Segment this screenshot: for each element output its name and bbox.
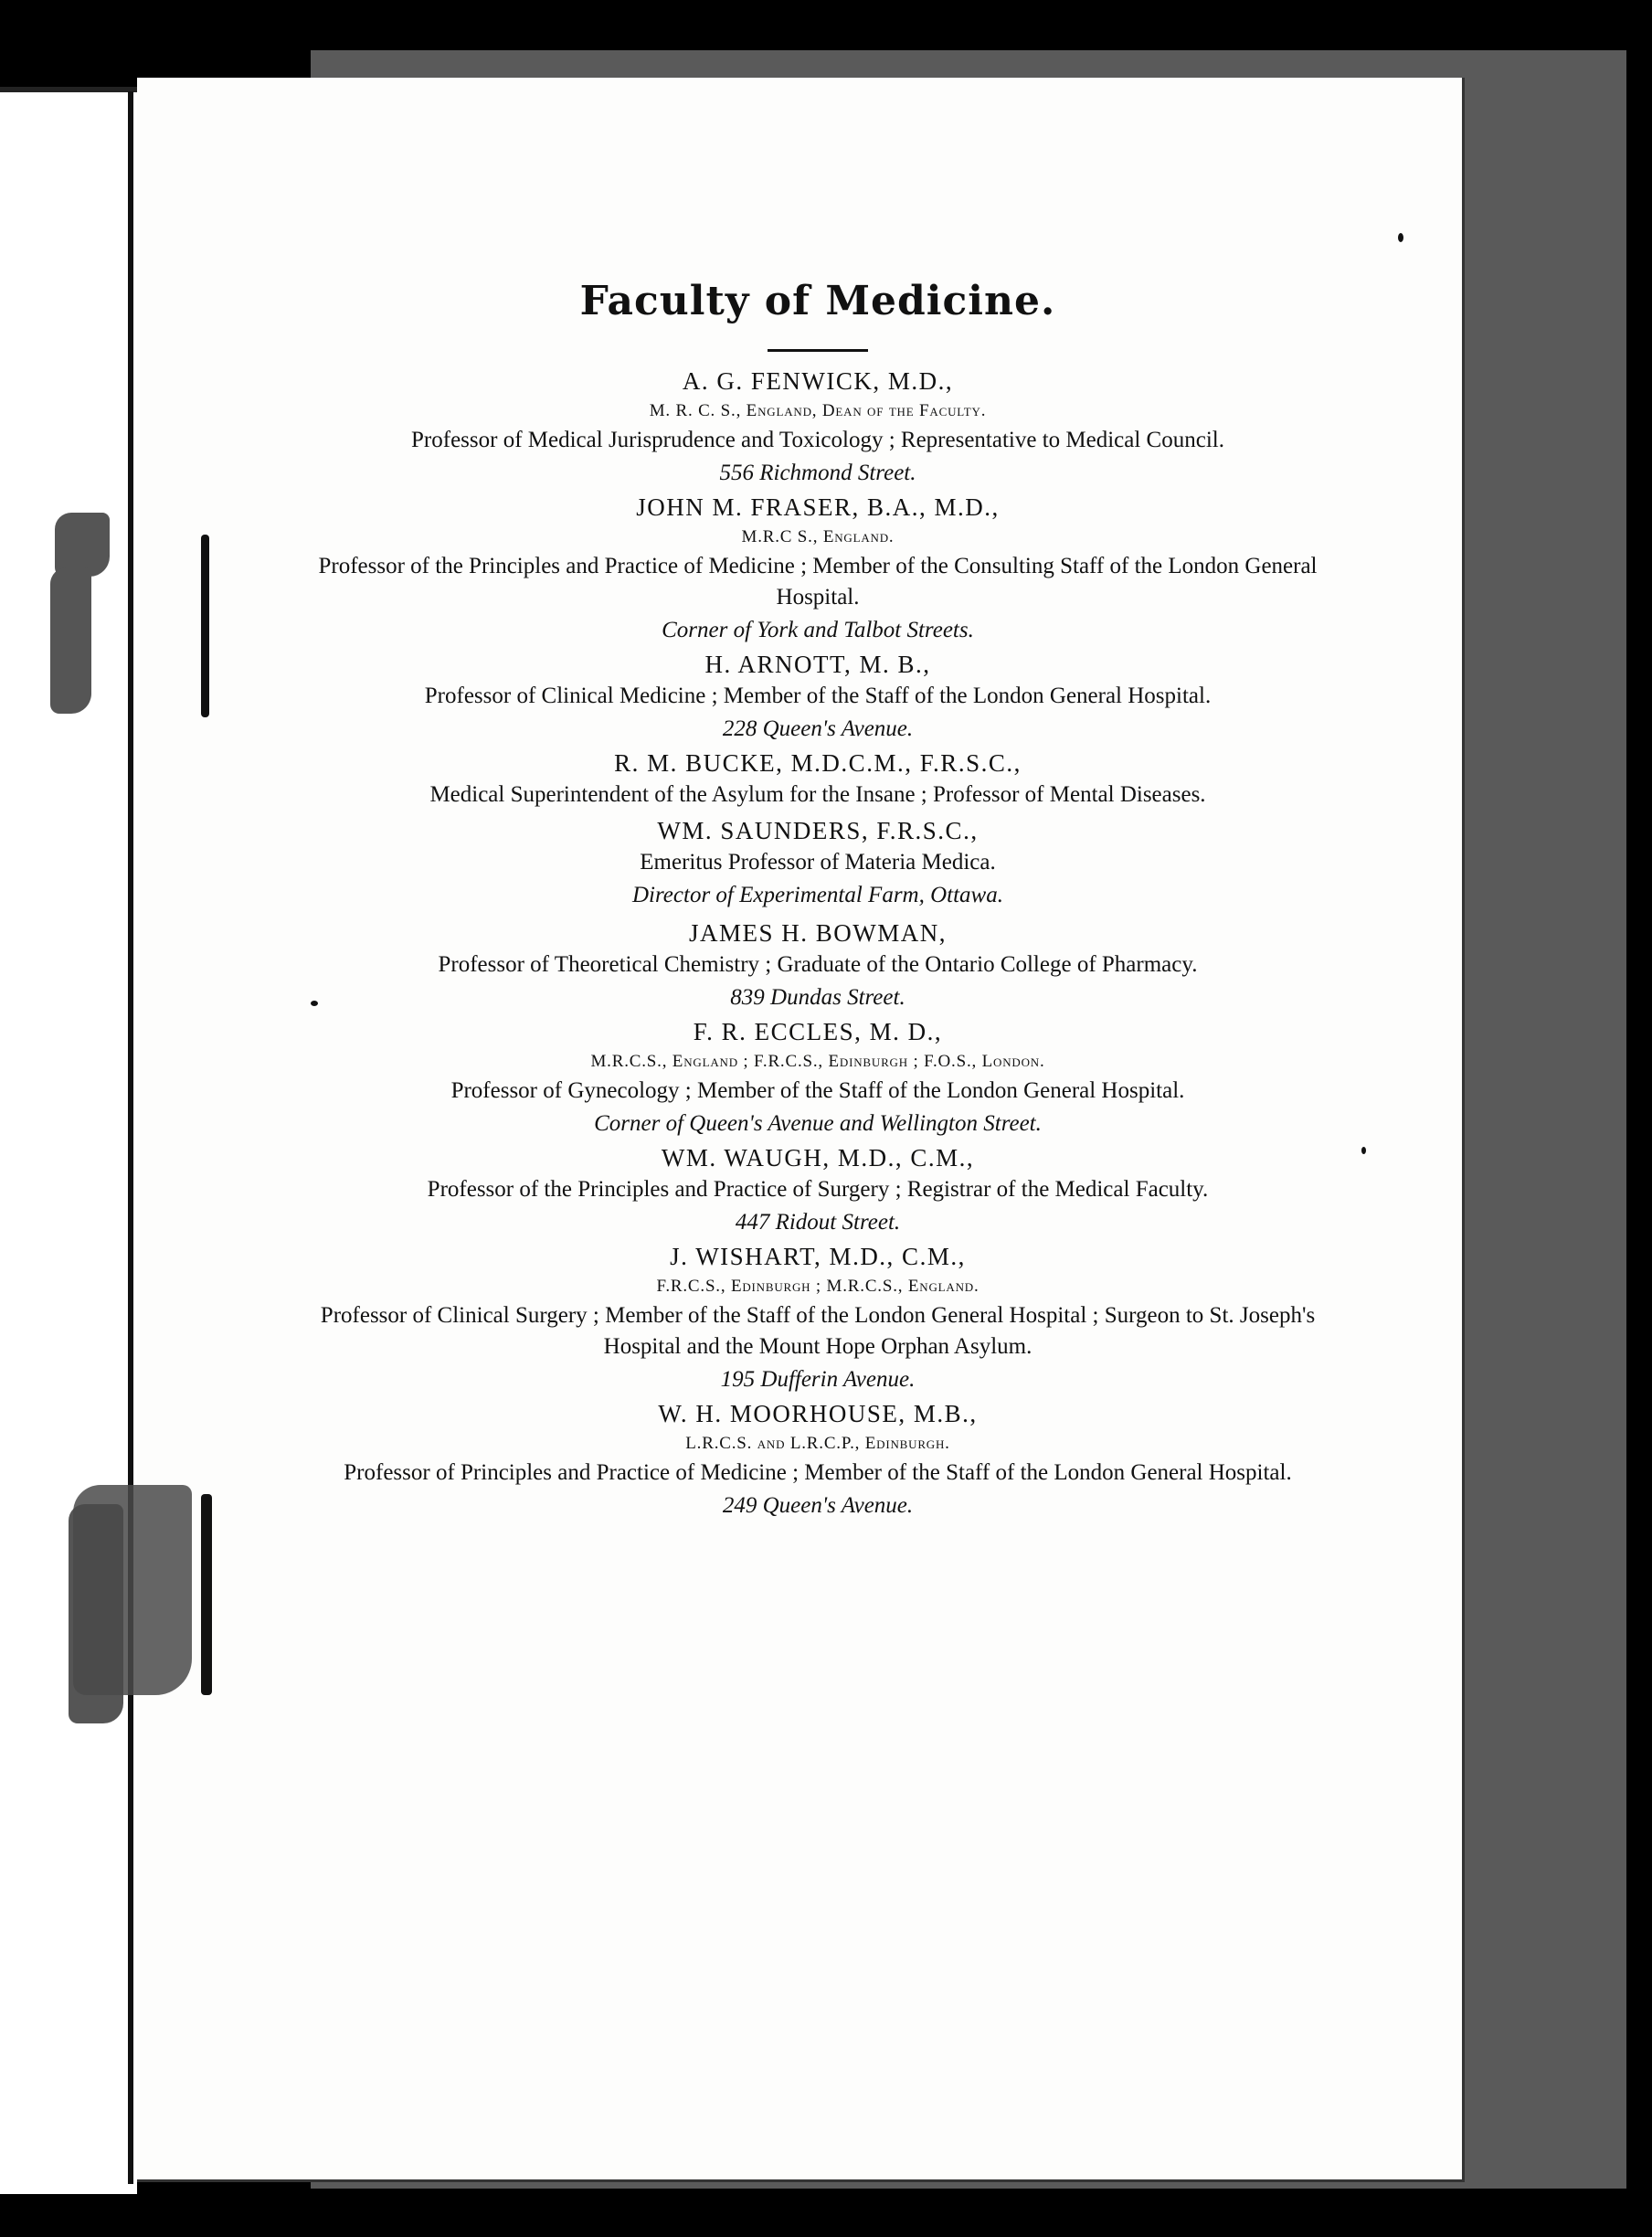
faculty-address: 447 Ridout Street.	[735, 1210, 901, 1235]
faculty-name: W. H. MOORHOUSE, M.B.,	[658, 1400, 978, 1427]
faculty-entry	[311, 365, 1325, 491]
binding-mark	[201, 1494, 212, 1695]
faculty-description: Professor of the Principles and Practice of Surgery ; Registrar of the Medical Faculty.	[427, 1177, 1209, 1202]
faculty-entry	[311, 648, 1325, 747]
faculty-address: 249 Queen's Avenue.	[722, 1493, 914, 1518]
faculty-name: JOHN M. FRASER, B.A., M.D.,	[636, 493, 1000, 521]
faculty-name: JAMES H. BOWMAN,	[688, 919, 948, 947]
faculty-credentials: M. R. C. S., England, Dean of the Faculty.	[649, 401, 987, 420]
faculty-description: Medical Superintendent of the Asylum for the Insane ; Professor of Mental Diseases.	[429, 782, 1206, 807]
faculty-entry	[311, 491, 1325, 648]
speck	[1361, 1147, 1366, 1154]
faculty-name: H. ARNOTT, M. B.,	[704, 651, 931, 678]
faculty-address: Director of Experimental Farm, Ottawa.	[632, 883, 1003, 907]
faculty-credentials: M.R.C S., England.	[741, 527, 895, 546]
faculty-description: Professor of the Principles and Practice of Medicine ; Member of the Consulting Staff of the London General Hospital.	[318, 554, 1318, 610]
faculty-address: Corner of Queen's Avenue and Wellington Street.	[594, 1111, 1042, 1136]
faculty-credentials: M.R.C.S., England ; F.R.C.S., Edinburgh ; F.O.S., London.	[590, 1052, 1045, 1071]
faculty-address: 228 Queen's Avenue.	[722, 716, 914, 741]
faculty-description: Professor of Clinical Medicine ; Member of the Staff of the London General Hospital.	[424, 684, 1212, 708]
binding-mark	[201, 535, 209, 717]
page-gutter	[128, 91, 133, 2184]
faculty-entry	[311, 1397, 1325, 1523]
faculty-name: J. WISHART, M.D., C.M.,	[670, 1243, 966, 1270]
faculty-credentials: L.R.C.S. and L.R.C.P., Edinburgh.	[685, 1434, 950, 1453]
faculty-entry	[311, 1015, 1325, 1141]
faculty-entry	[311, 814, 1325, 913]
faculty-name: WM. WAUGH, M.D., C.M.,	[661, 1144, 975, 1172]
faculty-entry	[311, 1240, 1325, 1397]
faculty-listing	[311, 274, 1325, 1523]
speck	[1398, 233, 1403, 242]
faculty-description: Professor of Principles and Practice of Medicine ; Member of the Staff of the London General Hospital.	[344, 1460, 1292, 1485]
faculty-name: R. M. BUCKE, M.D.C.M., F.R.S.C.,	[614, 749, 1022, 777]
faculty-credentials: F.R.C.S., Edinburgh ; M.R.C.S., England.	[656, 1277, 980, 1296]
faculty-description: Professor of Theoretical Chemistry ; Graduate of the Ontario College of Pharmacy.	[438, 952, 1198, 977]
faculty-description: Professor of Gynecology ; Member of the Staff of the London General Hospital.	[450, 1078, 1185, 1103]
page-heading: Faculty of Medicine.	[579, 278, 1056, 324]
left-page-stain	[50, 567, 91, 714]
faculty-name: A. G. FENWICK, M.D.,	[682, 367, 954, 395]
heading-rule	[768, 349, 868, 352]
left-page-edge	[0, 87, 137, 2194]
faculty-description: Professor of Clinical Surgery ; Member of the Staff of the London General Hospital ; Surgeon to St. Joseph's Hospital and the Mount Hope Orphan Asylum.	[320, 1303, 1316, 1359]
faculty-address: 839 Dundas Street.	[730, 985, 905, 1010]
faculty-name: WM. SAUNDERS, F.R.S.C.,	[657, 817, 979, 844]
faculty-entry	[311, 917, 1325, 1015]
faculty-address: Corner of York and Talbot Streets.	[662, 618, 974, 642]
faculty-address: 195 Dufferin Avenue.	[720, 1367, 916, 1392]
faculty-description: Emeritus Professor of Materia Medica.	[640, 850, 996, 875]
faculty-name: F. R. ECCLES, M. D.,	[693, 1018, 943, 1045]
faculty-entry	[311, 1141, 1325, 1240]
faculty-address: 556 Richmond Street.	[719, 461, 916, 485]
faculty-description: Professor of Medical Jurisprudence and Toxicology ; Representative to Medical Council.	[411, 428, 1224, 452]
binding-stain	[73, 1485, 192, 1695]
faculty-entry	[311, 747, 1325, 811]
